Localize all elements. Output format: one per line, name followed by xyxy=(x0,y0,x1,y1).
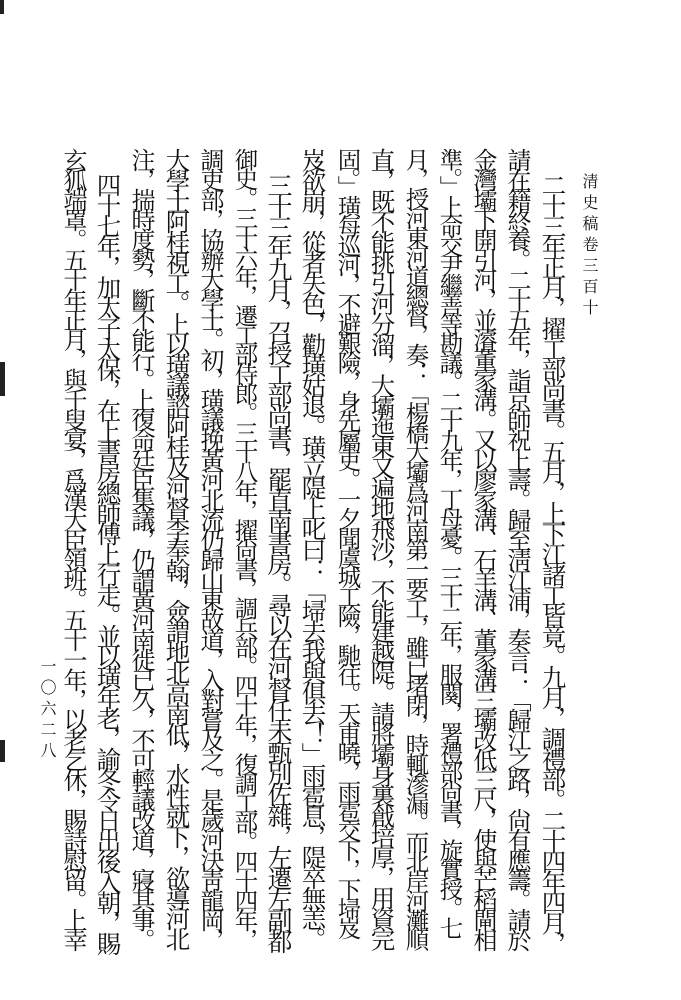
text-column-2: 請在籍終養。二十五年，詣京師祝上壽。歸至淸江浦，奏言：「歸江之路，尙有應籌。請於 xyxy=(503,148,531,948)
binding-edge-mark-bottom xyxy=(0,740,5,762)
binding-edge-mark-top xyxy=(0,0,4,14)
page-number: 一〇六二八 xyxy=(38,658,57,763)
text-column-1: 二十三年正月，擢工部尚書。五月，上下江諸工皆竟。九月，調禮部。二十四年四月， xyxy=(538,173,568,952)
text-column-15: 玄狐端罩。五十年正月，與千叟宴，爲漢大臣領班。五十一年，以老乞休，賜詩慰留。上幸 xyxy=(59,148,87,948)
binding-edge-mark-middle xyxy=(0,362,5,396)
text-column-7: 固。」璜每巡河，不避艱險，身先屬吏。一夕聞虞城工險，馳往。天甫曉，雨雹交下，下埽岌 xyxy=(333,148,362,936)
text-column-10: 御史。三十六年，遷工部侍郎。三十八年，擢尙書，調兵部。四十年，復調工部。四十四年， xyxy=(230,148,259,948)
text-column-4: 準。」上命交尹繼善等勘議。二十九年，丁母憂。三十二年，服闋，署禮部尙書，旋實授。七 xyxy=(435,148,464,936)
text-column-11: 調吏部，協辦大學士。初，璜議挽黃河北流仍歸山東故道，入對嘗及之。是歲河決靑龍岡， xyxy=(196,148,224,948)
page-header-title: 清史稿卷三百十 xyxy=(580,173,599,320)
text-column-14: 四十七年，加太子太保，在上書房總師傅上行走。並以璜年老，諭冬令日出後入朝，賜 xyxy=(93,173,123,952)
text-column-6: 直，既不能挑引河分溜，大壩迤東又遍地飛沙，不能建越隄。請將壩身裏戧培厚，用資完 xyxy=(367,148,397,948)
text-column-12: 大學士阿桂視工。上以璜議諮阿桂及河督李奉翰，僉謂地北高南低，水性就下，欲導河北 xyxy=(162,148,192,948)
text-column-9: 三十三年九月，召授工部尚書，罷直南書房。尋以在河督任未甄別佐雜，左遷左副都 xyxy=(264,173,293,950)
text-column-3: 金灣壩下開引河，並濬董家溝。又以廖家溝、石羊溝、董家溝三壩改低三尺，使與芒稻閘相 xyxy=(469,148,497,948)
text-column-13: 注，揣時度勢，斷不能行。上復命廷臣集議，仍謂黃河南徙已久，不可輕議改道，寢其事。 xyxy=(127,148,155,948)
text-column-5: 月，授河東河道總督，奏：「楊橋大壩爲河南第一要工，雖已堵閉，時輒滲漏。而北岸河灘順 xyxy=(401,148,430,948)
text-column-8: 岌欲崩，從者失色，勸璜姑退。璜立隄上叱曰：「埽去我與俱去！」雨雹息，隄卒無恙。 xyxy=(298,148,328,948)
